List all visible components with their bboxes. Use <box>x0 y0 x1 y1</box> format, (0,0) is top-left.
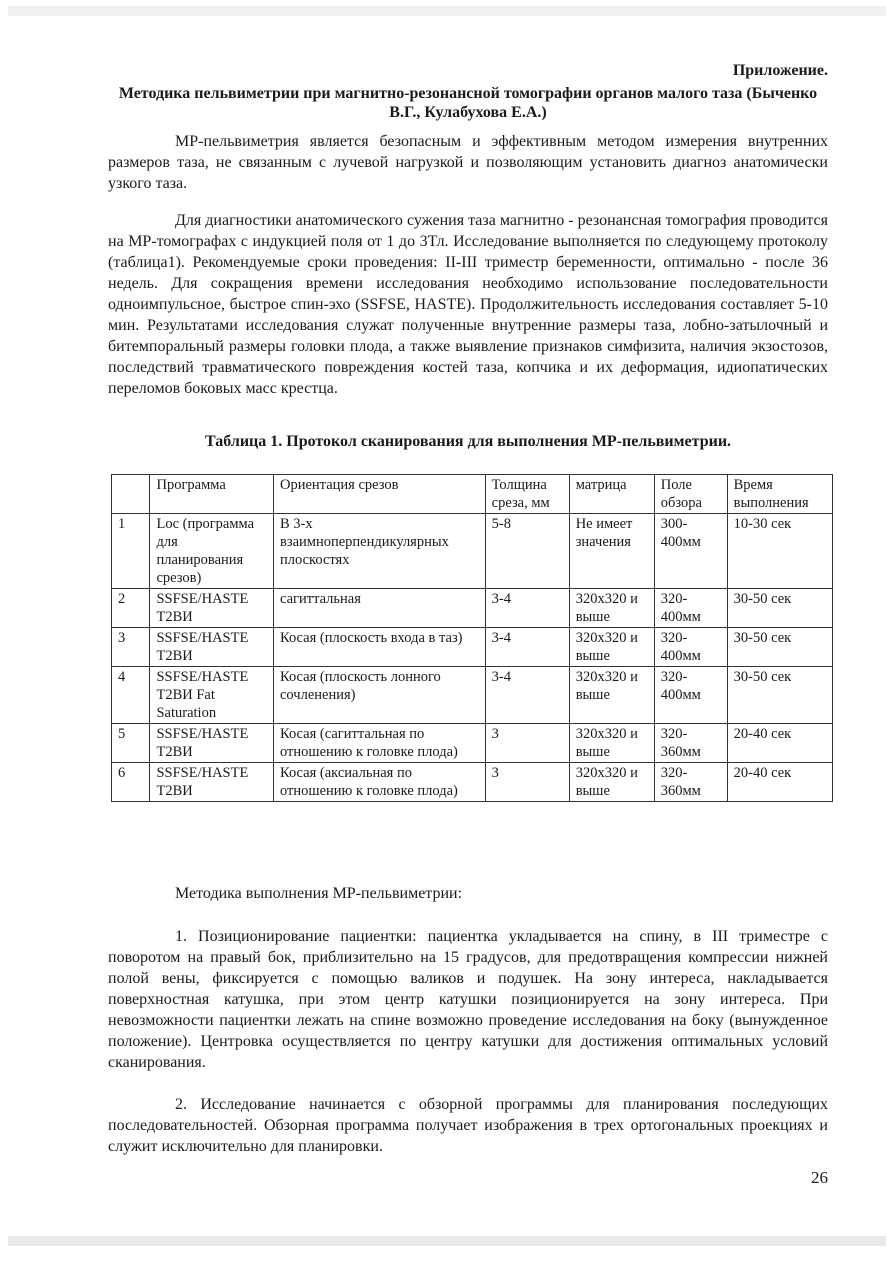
cell-matrix: 320x320 и выше <box>569 763 654 802</box>
cell-number: 3 <box>112 628 150 667</box>
cell-program: SSFSE/HASTE T2ВИ <box>150 724 274 763</box>
cell-program: SSFSE/HASTE T2ВИ <box>150 628 274 667</box>
cell-matrix: 320x320 и выше <box>569 667 654 724</box>
table-row <box>112 667 833 724</box>
document-title: Методика пельвиметрии при магнитно-резонансной томографии органов малого таза (Быченко В.Г., Кулабухова Е.А.) <box>118 85 818 121</box>
table-row <box>112 763 833 802</box>
cell-time: 30-50 сек <box>727 667 832 724</box>
cell-thickness: 3-4 <box>485 589 569 628</box>
cell-orientation: В 3-х взаимноперпендикулярных плоскостях <box>274 514 486 589</box>
cell-time: 20-40 сек <box>727 763 832 802</box>
scan-edge-bottom <box>8 1236 886 1246</box>
step-survey: 2. Исследование начинается с обзорной программы для планирования последующих последовательностей. Обзорная программа получает изображения в трех ортогональных проекциях и служит исключительно для планировки. <box>108 1096 828 1155</box>
cell-time: 10-30 сек <box>727 514 832 589</box>
header-thickness: Толщина среза, мм <box>485 475 569 514</box>
cell-thickness: 3 <box>485 763 569 802</box>
cell-time: 30-50 сек <box>727 589 832 628</box>
cell-matrix: Не имеет значения <box>569 514 654 589</box>
header-number <box>112 475 150 514</box>
header-fov: Поле обзора <box>654 475 727 514</box>
intro-paragraph: МР-пельвиметрия является безопасным и эффективным методом измерения внутренних размеров таза, не связанным с лучевой нагрузкой и позволяющим установить диагноз анатомически узкого таза. <box>108 133 828 192</box>
diagnostics-paragraph: Для диагностики анатомического сужения таза магнитно - резонансная томография проводится на МР-томографах с индукцией поля от 1 до 3Тл. Исследование выполняется по следующему протоколу (таблица1). Рекомендуемые сроки проведения: II-III триместр беременности, оптимально - после 36 недель. Для сокращения времени исследования необходимо использование последовательности одноимпульсное, быстрое спин-эхо (SSFSE, HASTE). Продолжительность исследования составляет 5-10 мин. Результатами исследования служат полученные внутренние размеры таза, лобно-затылочный и битемпоральный размеры головки плода, а также выявление признаков симфизита, наличия экзостозов, последствий травматического повреждения костей таза, копчика и их деформация, идиопатических переломов боковых масс крестца. <box>108 212 828 397</box>
table-header-row <box>112 475 833 514</box>
cell-matrix: 320x320 и выше <box>569 724 654 763</box>
cell-fov: 300-400мм <box>654 514 727 589</box>
page-number: 26 <box>811 1168 828 1187</box>
header-program: Программа <box>150 475 274 514</box>
cell-thickness: 3-4 <box>485 628 569 667</box>
scan-protocol-table <box>111 474 833 802</box>
cell-orientation: Косая (аксиальная по отношению к головке плода) <box>274 763 486 802</box>
cell-orientation: Косая (сагиттальная по отношению к головке плода) <box>274 724 486 763</box>
cell-fov: 320-400мм <box>654 589 727 628</box>
table-row <box>112 724 833 763</box>
table-row <box>112 514 833 589</box>
cell-thickness: 5-8 <box>485 514 569 589</box>
table-row <box>112 589 833 628</box>
cell-fov: 320-360мм <box>654 763 727 802</box>
cell-program: SSFSE/HASTE T2ВИ <box>150 763 274 802</box>
cell-orientation: Косая (плоскость лонного сочленения) <box>274 667 486 724</box>
method-heading: Методика выполнения МР-пельвиметрии: <box>175 885 463 902</box>
cell-orientation: Косая (плоскость входа в таз) <box>274 628 486 667</box>
cell-matrix: 320x320 и выше <box>569 628 654 667</box>
table-caption: Таблица 1. Протокол сканирования для выполнения МР-пельвиметрии. <box>204 433 732 450</box>
step-positioning: 1. Позиционирование пациентки: пациентка укладывается на спину, в III триместре с поворотом на правый бок, приблизительно на 15 градусов, для предотвращения компрессии нижней полой вены, фиксируется с помощью валиков и подушек. На зону интереса, накладывается поверхностная катушка, при этом центр катушки позиционируется на зону интереса. При невозможности пациентки лежать на спине возможно проведение исследования на боку (вынужденное положение). Центровка осуществляется по центру катушки для достижения оптимальных условий сканирования. <box>108 928 828 1071</box>
appendix-label: Приложение. <box>732 62 828 79</box>
cell-number: 1 <box>112 514 150 589</box>
cell-number: 4 <box>112 667 150 724</box>
cell-fov: 320-400мм <box>654 667 727 724</box>
header-orientation: Ориентация срезов <box>274 475 486 514</box>
cell-thickness: 3 <box>485 724 569 763</box>
cell-fov: 320-360мм <box>654 724 727 763</box>
cell-number: 6 <box>112 763 150 802</box>
cell-program: SSFSE/HASTE T2ВИ <box>150 589 274 628</box>
cell-orientation: сагиттальная <box>274 589 486 628</box>
header-matrix: матрица <box>569 475 654 514</box>
cell-thickness: 3-4 <box>485 667 569 724</box>
cell-program: SSFSE/HASTE T2ВИ Fat Saturation <box>150 667 274 724</box>
cell-number: 5 <box>112 724 150 763</box>
cell-matrix: 320x320 и выше <box>569 589 654 628</box>
scan-edge-top <box>8 6 886 16</box>
cell-program: Loc (программа для планирования срезов) <box>150 514 274 589</box>
cell-time: 30-50 сек <box>727 628 832 667</box>
cell-time: 20-40 сек <box>727 724 832 763</box>
cell-number: 2 <box>112 589 150 628</box>
cell-fov: 320-400мм <box>654 628 727 667</box>
header-time: Время выполнения <box>727 475 832 514</box>
table-row <box>112 628 833 667</box>
